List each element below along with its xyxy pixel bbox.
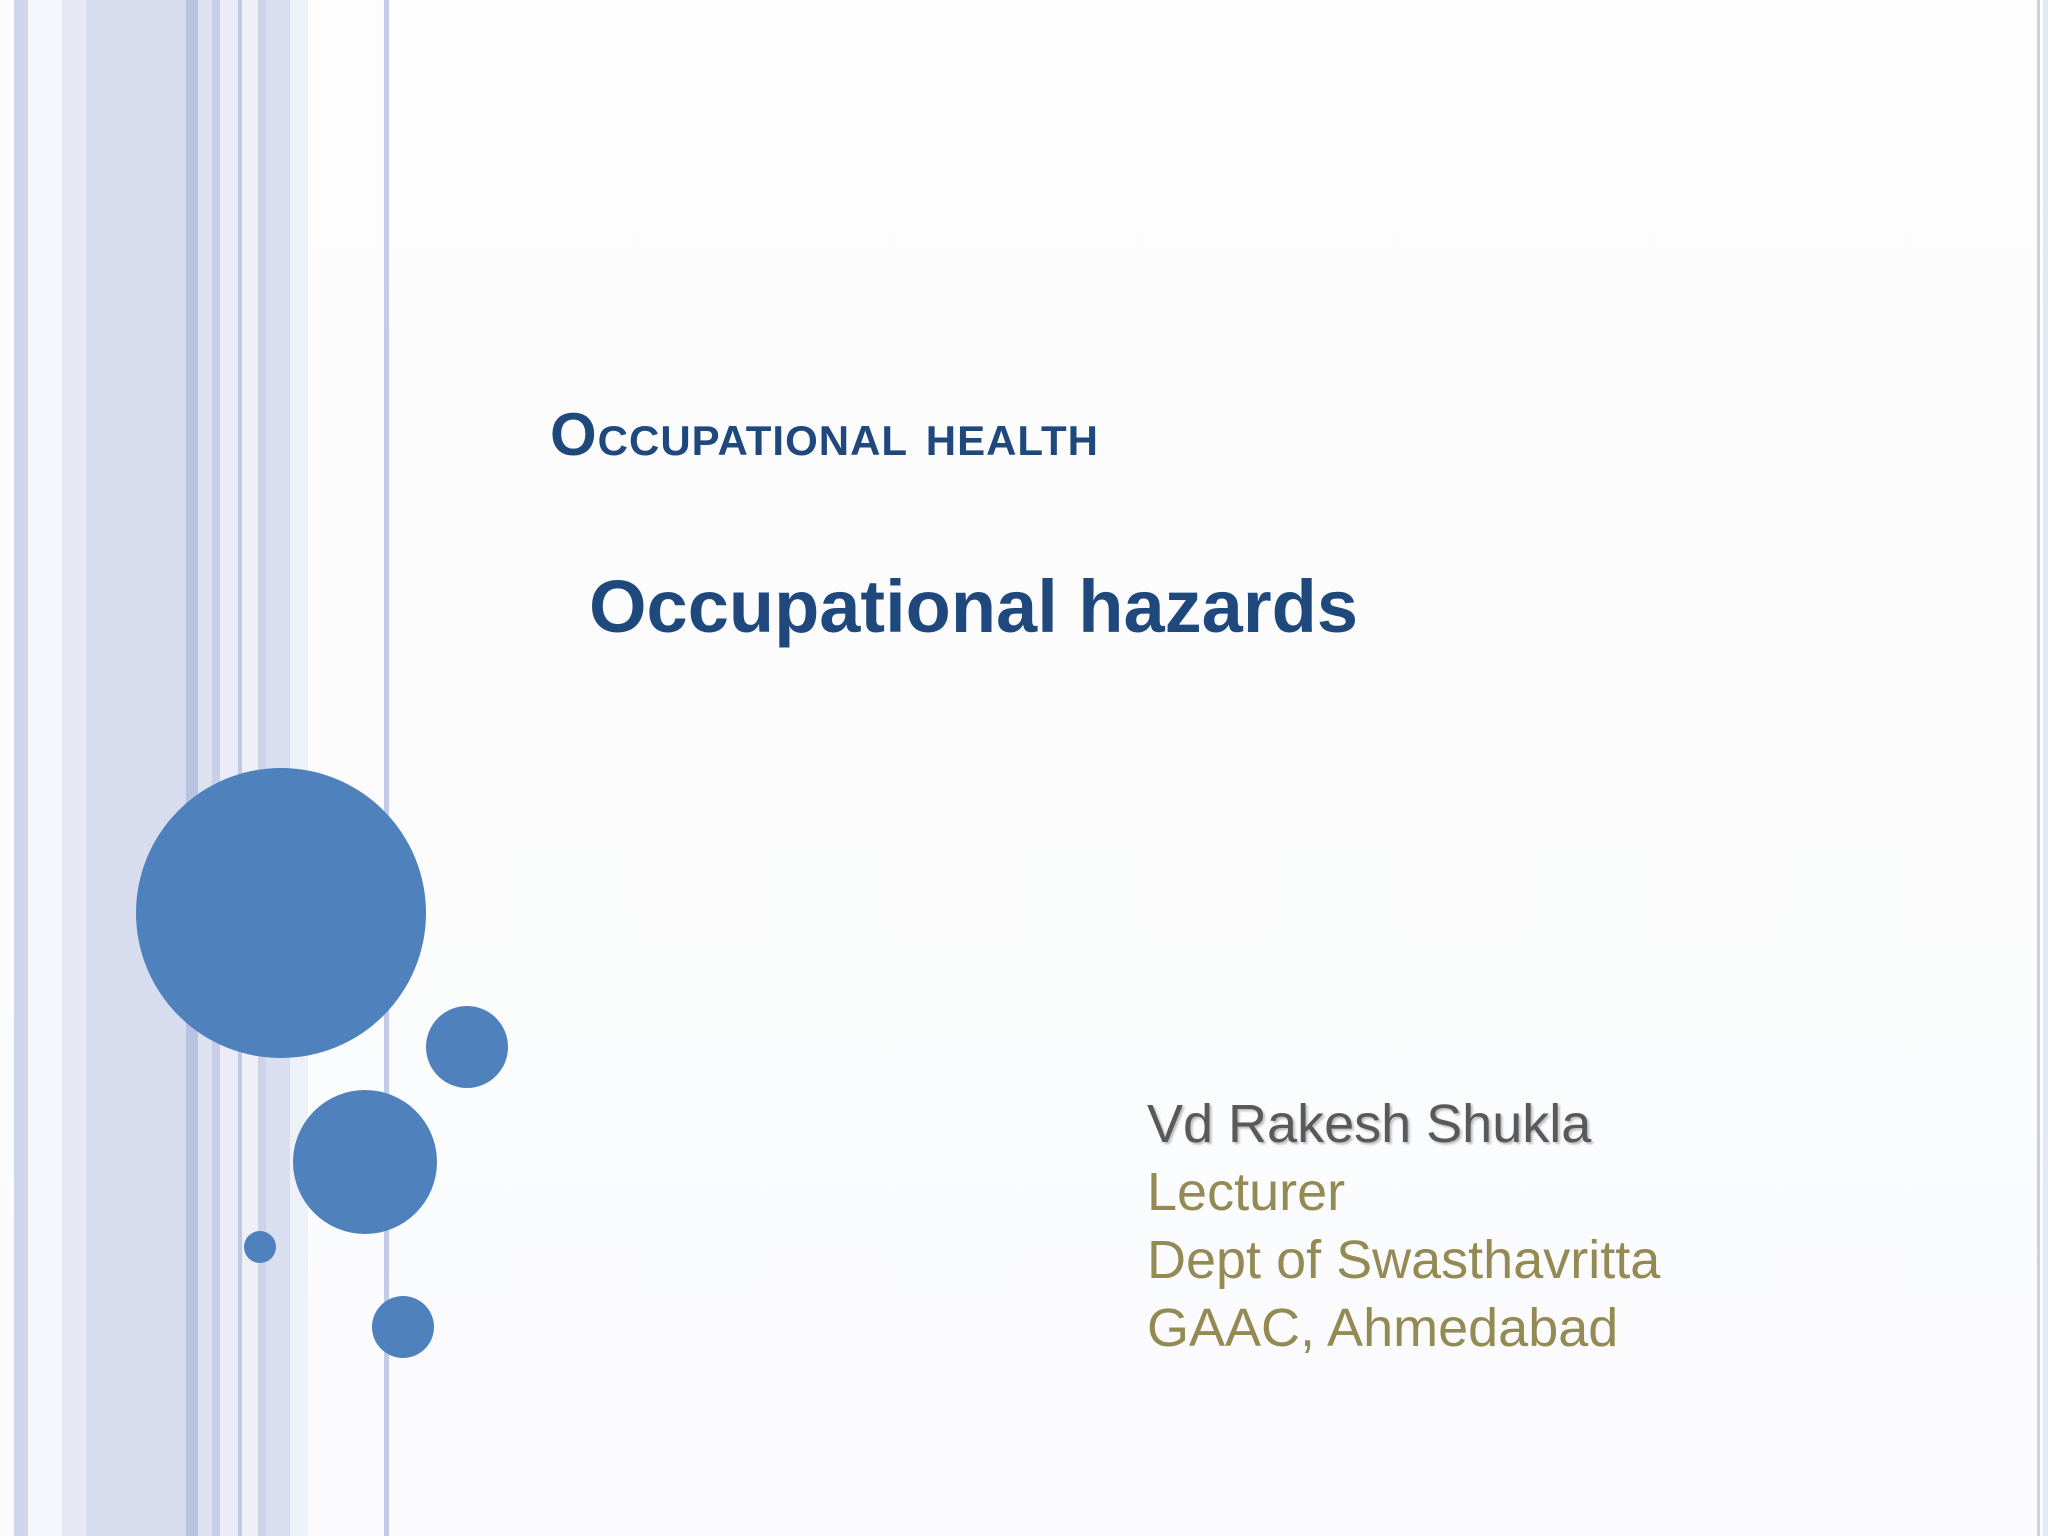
decorative-stripe (28, 0, 62, 1536)
decorative-stripe (198, 0, 212, 1536)
decorative-circle-medium (293, 1090, 437, 1234)
decorative-stripe (14, 0, 28, 1536)
decorative-circle-tiny (244, 1231, 276, 1263)
slide-subtitle: Occupational hazards (589, 565, 1358, 648)
right-edge-line (2043, 0, 2048, 1536)
author-block (1147, 1090, 1660, 1362)
slide-title: Occupational health (550, 401, 1099, 468)
decorative-stripe (62, 0, 86, 1536)
decorative-circle-small (372, 1296, 434, 1358)
decorative-stripe (212, 0, 220, 1536)
right-edge-line (2037, 0, 2040, 1536)
decorative-circle-medium (426, 1006, 508, 1088)
author-name: Vd Rakesh Shukla (1147, 1094, 1592, 1154)
decorative-stripe (242, 0, 258, 1536)
decorative-circle-large (136, 768, 426, 1058)
author-department: Dept of Swasthavritta (1147, 1230, 1661, 1290)
decorative-stripe (220, 0, 238, 1536)
author-position: Lecturer (1147, 1162, 1346, 1222)
decorative-stripe (186, 0, 198, 1536)
author-institution: GAAC, Ahmedabad (1147, 1298, 1619, 1358)
decorative-stripe (86, 0, 186, 1536)
